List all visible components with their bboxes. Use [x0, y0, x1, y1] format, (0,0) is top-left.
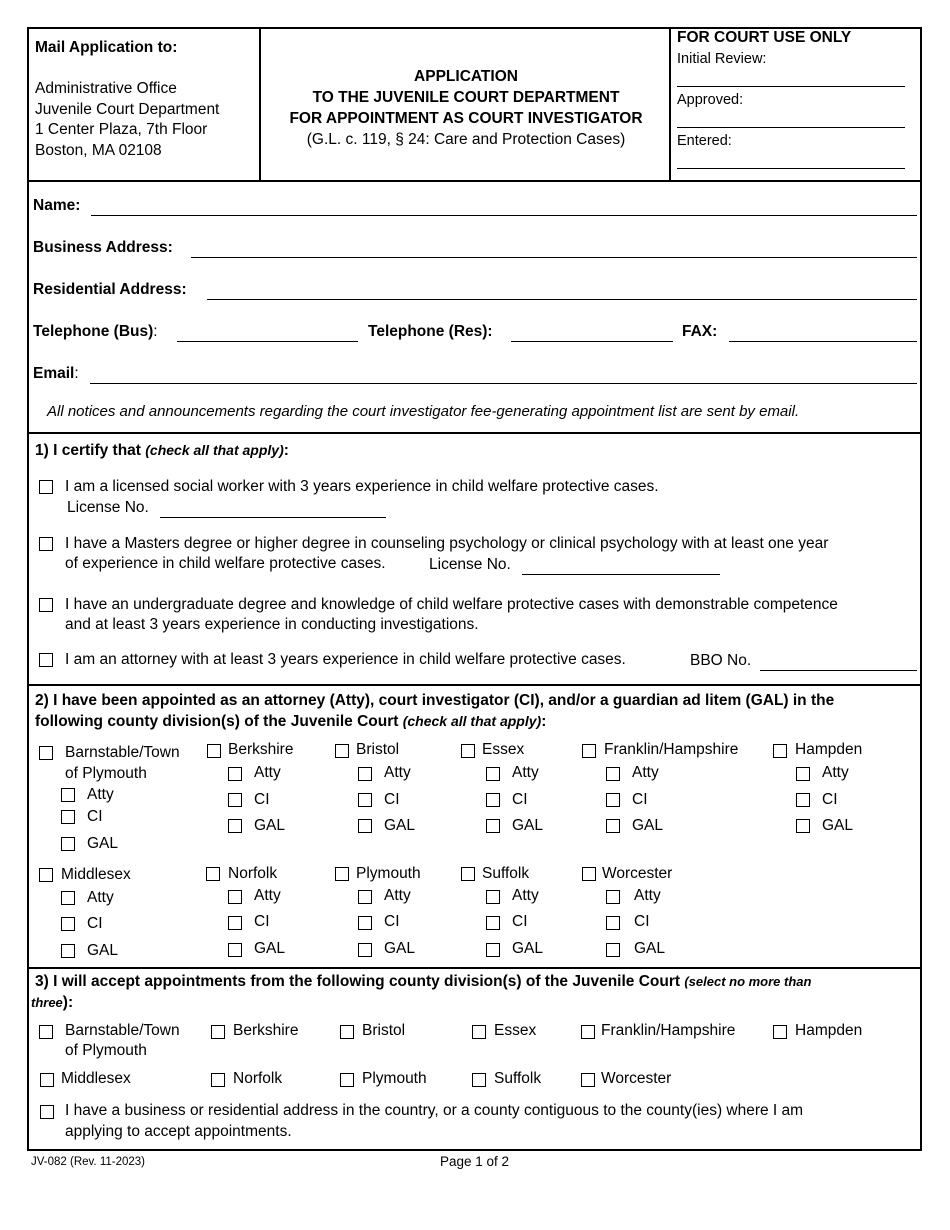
s2-worcester-label: Worcester [602, 865, 673, 882]
residential-address-field[interactable] [207, 299, 917, 300]
s2-hampden-ci-checkbox[interactable] [796, 793, 810, 807]
role-label: GAL [632, 817, 664, 834]
s2-bristol-label: Bristol [356, 741, 400, 758]
mail-line: Juvenile Court Department [35, 101, 220, 118]
initial-review-label: Initial Review: [677, 51, 767, 67]
role-label: Atty [254, 887, 281, 904]
section1-top-rule [27, 432, 922, 434]
s2-berkshire-ci-checkbox[interactable] [228, 793, 242, 807]
role-label: CI [822, 791, 838, 808]
role-label: GAL [512, 940, 544, 957]
undergraduate-checkbox[interactable] [39, 598, 53, 612]
s2-bristol-checkbox[interactable] [335, 744, 349, 758]
s2-middlesex-checkbox[interactable] [39, 868, 53, 882]
s3-franklin-checkbox[interactable] [581, 1025, 595, 1039]
s2-plymouth-checkbox[interactable] [335, 867, 349, 881]
role-label: CI [512, 791, 528, 808]
role-label: GAL [87, 835, 119, 852]
s2-franklin-checkbox[interactable] [582, 744, 596, 758]
telephone-bus-text: Telephone (Bus) [33, 323, 154, 340]
masters-text: I have a Masters degree or higher degree in counseling psychology or clinical psychology with at least one year [65, 535, 829, 552]
business-address-field[interactable] [191, 257, 917, 258]
s3-worcester-label: Worcester [601, 1070, 672, 1087]
s2-essex-gal-checkbox[interactable] [486, 819, 500, 833]
role-label: GAL [384, 817, 416, 834]
license-label: License No. [429, 556, 511, 573]
business-address-label: Business Address: [33, 239, 173, 256]
role-label: GAL [384, 940, 416, 957]
s3-address-text-cont: applying to accept appointments. [65, 1123, 292, 1140]
s2-barnstable-ci-checkbox[interactable] [61, 810, 75, 824]
section2-heading-cont [35, 711, 546, 732]
s2-bristol-gal-checkbox[interactable] [358, 819, 372, 833]
role-label: Atty [634, 887, 661, 904]
email-field[interactable] [90, 383, 917, 384]
role-label: Atty [822, 764, 849, 781]
s2-suffolk-ci-checkbox[interactable] [486, 916, 500, 930]
s3-essex-checkbox[interactable] [472, 1025, 486, 1039]
telephone-res-field[interactable] [511, 341, 673, 342]
role-label: CI [254, 913, 270, 930]
s3-middlesex-label: Middlesex [61, 1070, 131, 1087]
s2-suffolk-atty-checkbox[interactable] [486, 890, 500, 904]
s2-worcester-gal-checkbox[interactable] [606, 943, 620, 957]
s2-essex-checkbox[interactable] [461, 744, 475, 758]
section3-heading-note-cont: three [31, 995, 63, 1010]
s3-berkshire-checkbox[interactable] [211, 1025, 225, 1039]
header-bottom-rule [27, 180, 922, 182]
s2-suffolk-gal-checkbox[interactable] [486, 943, 500, 957]
social-worker-checkbox[interactable] [39, 480, 53, 494]
masters-text-cont: of experience in child welfare protective cases. [65, 555, 386, 572]
role-label: CI [254, 791, 270, 808]
section3-top-rule [27, 967, 922, 969]
form-id: JV-082 (Rev. 11-2023) [31, 1156, 145, 1168]
s2-bristol-ci-checkbox[interactable] [358, 793, 372, 807]
role-label: GAL [512, 817, 544, 834]
section1-heading [35, 440, 289, 461]
role-label: Atty [512, 887, 539, 904]
s2-franklin-label: Franklin/Hampshire [604, 741, 739, 758]
bbo-label: BBO No. [690, 652, 752, 669]
entered-label: Entered: [677, 133, 732, 149]
s2-berkshire-checkbox[interactable] [207, 744, 221, 758]
mail-line: Administrative Office [35, 80, 177, 97]
telephone-res-label: Telephone (Res): [368, 323, 493, 340]
section2-top-rule [27, 684, 922, 686]
colon: : [153, 323, 158, 340]
section1-heading-text: 1) I certify that [35, 442, 146, 459]
role-label: Atty [87, 786, 114, 803]
s2-norfolk-checkbox[interactable] [206, 867, 220, 881]
s3-suffolk-checkbox[interactable] [472, 1073, 486, 1087]
undergraduate-text: I have an undergraduate degree and knowledge of child welfare protective cases with demonstrable competence [65, 596, 838, 613]
title-line: FOR APPOINTMENT AS COURT INVESTIGATOR [289, 110, 643, 127]
s2-franklin-gal-checkbox[interactable] [606, 819, 620, 833]
role-label: Atty [384, 887, 411, 904]
approved-label: Approved: [677, 92, 744, 108]
s2-worcester-atty-checkbox[interactable] [606, 890, 620, 904]
s2-essex-label: Essex [482, 741, 525, 758]
s2-berkshire-label: Berkshire [228, 741, 294, 758]
s3-worcester-checkbox[interactable] [581, 1073, 595, 1087]
bbo-field[interactable] [760, 670, 917, 671]
s2-middlesex-ci-checkbox[interactable] [61, 917, 75, 931]
s2-franklin-ci-checkbox[interactable] [606, 793, 620, 807]
role-label: GAL [822, 817, 854, 834]
s3-barnstable-checkbox[interactable] [39, 1025, 53, 1039]
s2-norfolk-label: Norfolk [228, 865, 278, 882]
s2-hampden-atty-checkbox[interactable] [796, 767, 810, 781]
s2-hampden-checkbox[interactable] [773, 744, 787, 758]
s3-bristol-checkbox[interactable] [340, 1025, 354, 1039]
s2-essex-ci-checkbox[interactable] [486, 793, 500, 807]
title-statute: (G.L. c. 119, § 24: Care and Protection Cases) [306, 131, 626, 148]
s3-plymouth-label: Plymouth [362, 1070, 427, 1087]
role-label: Atty [254, 764, 281, 781]
section2-heading: 2) I have been appointed as an attorney (Atty), court investigator (CI), and/or a guardian ad litem (GAL) in the [35, 692, 835, 709]
s3-plymouth-checkbox[interactable] [340, 1073, 354, 1087]
role-label: CI [384, 913, 400, 930]
section3-heading-note: (select no more than [684, 974, 812, 989]
s2-plymouth-ci-checkbox[interactable] [358, 916, 372, 930]
s2-worcester-ci-checkbox[interactable] [606, 916, 620, 930]
s2-hampden-label: Hampden [795, 741, 863, 758]
s2-hampden-gal-checkbox[interactable] [796, 819, 810, 833]
masters-license-field[interactable] [522, 574, 720, 575]
name-label: Name: [33, 197, 81, 214]
s2-bristol-atty-checkbox[interactable] [358, 767, 372, 781]
s2-norfolk-ci-checkbox[interactable] [228, 916, 242, 930]
s2-suffolk-label: Suffolk [482, 865, 530, 882]
name-field[interactable] [91, 215, 917, 216]
section3-heading-cont [31, 993, 73, 1013]
s3-barnstable-label-cont: of Plymouth [65, 1042, 147, 1059]
attorney-checkbox[interactable] [39, 653, 53, 667]
mail-heading: Mail Application to: [35, 39, 178, 56]
section2-heading-note: (check all that apply) [402, 713, 542, 729]
colon: : [283, 442, 289, 459]
s2-middlesex-label: Middlesex [61, 866, 131, 883]
role-label: GAL [254, 940, 286, 957]
telephone-bus-label [33, 322, 158, 342]
s3-berkshire-label: Berkshire [233, 1022, 299, 1039]
s2-barnstable-gal-checkbox[interactable] [61, 837, 75, 851]
social-worker-license-field[interactable] [160, 517, 386, 518]
s3-barnstable-label: Barnstable/Town [65, 1022, 180, 1039]
attorney-text: I am an attorney with at least 3 years experience in child welfare protective cases. [65, 651, 626, 668]
social-worker-text: I am a licensed social worker with 3 years experience in child welfare protective cases. [65, 478, 659, 495]
s2-middlesex-atty-checkbox[interactable] [61, 891, 75, 905]
email-label [33, 364, 79, 384]
role-label: CI [632, 791, 648, 808]
email-notice: All notices and announcements regarding the court investigator fee-generating appointment list are sent by email. [47, 403, 800, 420]
form-title [262, 66, 670, 150]
masters-checkbox[interactable] [39, 537, 53, 551]
mail-line: Boston, MA 02108 [35, 142, 162, 159]
license-label: License No. [67, 499, 149, 516]
s2-barnstable-label: Barnstable/Town [65, 744, 180, 761]
page-number: Page 1 of 2 [440, 1154, 510, 1169]
undergraduate-text-cont: and at least 3 years experience in conducting investigations. [65, 616, 479, 633]
s3-norfolk-label: Norfolk [233, 1070, 283, 1087]
role-label: CI [87, 808, 103, 825]
s2-franklin-atty-checkbox[interactable] [606, 767, 620, 781]
s2-norfolk-gal-checkbox[interactable] [228, 943, 242, 957]
section3-heading-end: ): [62, 994, 74, 1011]
court-use-heading: FOR COURT USE ONLY [677, 29, 852, 46]
s3-middlesex-checkbox[interactable] [40, 1073, 54, 1087]
residential-address-label: Residential Address: [33, 281, 187, 298]
role-label: CI [512, 913, 528, 930]
role-label: GAL [87, 942, 119, 959]
s2-norfolk-atty-checkbox[interactable] [228, 890, 242, 904]
s2-barnstable-checkbox[interactable] [39, 746, 53, 760]
s2-essex-atty-checkbox[interactable] [486, 767, 500, 781]
role-label: CI [634, 913, 650, 930]
role-label: Atty [384, 764, 411, 781]
s2-berkshire-atty-checkbox[interactable] [228, 767, 242, 781]
s2-barnstable-atty-checkbox[interactable] [61, 788, 75, 802]
initial-review-field[interactable] [677, 86, 905, 87]
s2-suffolk-checkbox[interactable] [461, 867, 475, 881]
s3-essex-label: Essex [494, 1022, 537, 1039]
s3-franklin-label: Franklin/Hampshire [601, 1022, 736, 1039]
role-label: CI [384, 791, 400, 808]
section1-heading-note: (check all that apply) [145, 442, 284, 458]
section2-heading-text: following county division(s) of the Juvenile Court [35, 713, 403, 730]
mail-line: 1 Center Plaza, 7th Floor [35, 121, 208, 138]
colon: : [74, 365, 79, 382]
s2-worcester-checkbox[interactable] [582, 867, 596, 881]
role-label: Atty [512, 764, 539, 781]
entered-field[interactable] [677, 168, 905, 169]
s3-address-text: I have a business or residential address in the country, or a county contiguous to the county(ies) where I am [65, 1102, 804, 1119]
s3-address-checkbox[interactable] [40, 1105, 54, 1119]
role-label: GAL [254, 817, 286, 834]
title-line: APPLICATION [414, 68, 518, 85]
s2-plymouth-label: Plymouth [356, 865, 421, 882]
section3-heading-text: 3) I will accept appointments from the following county division(s) of the Juvenile Court [35, 973, 685, 990]
role-label: CI [87, 915, 103, 932]
role-label: Atty [87, 889, 114, 906]
email-text: Email [33, 365, 75, 382]
s3-hampden-label: Hampden [795, 1022, 863, 1039]
role-label: Atty [632, 764, 659, 781]
s2-middlesex-gal-checkbox[interactable] [61, 944, 75, 958]
fax-field[interactable] [729, 341, 917, 342]
s3-hampden-checkbox[interactable] [773, 1025, 787, 1039]
role-label: GAL [634, 940, 666, 957]
s2-plymouth-atty-checkbox[interactable] [358, 890, 372, 904]
s3-suffolk-label: Suffolk [494, 1070, 542, 1087]
fax-label: FAX: [682, 323, 718, 340]
s3-bristol-label: Bristol [362, 1022, 406, 1039]
header-divider-left [259, 27, 261, 181]
s3-norfolk-checkbox[interactable] [211, 1073, 225, 1087]
title-line: TO THE JUVENILE COURT DEPARTMENT [312, 89, 620, 106]
colon: : [541, 713, 547, 730]
approved-field[interactable] [677, 127, 905, 128]
s2-barnstable-label-cont: of Plymouth [65, 765, 147, 782]
s2-plymouth-gal-checkbox[interactable] [358, 943, 372, 957]
section3-heading [35, 972, 811, 992]
s2-berkshire-gal-checkbox[interactable] [228, 819, 242, 833]
telephone-bus-field[interactable] [177, 341, 358, 342]
